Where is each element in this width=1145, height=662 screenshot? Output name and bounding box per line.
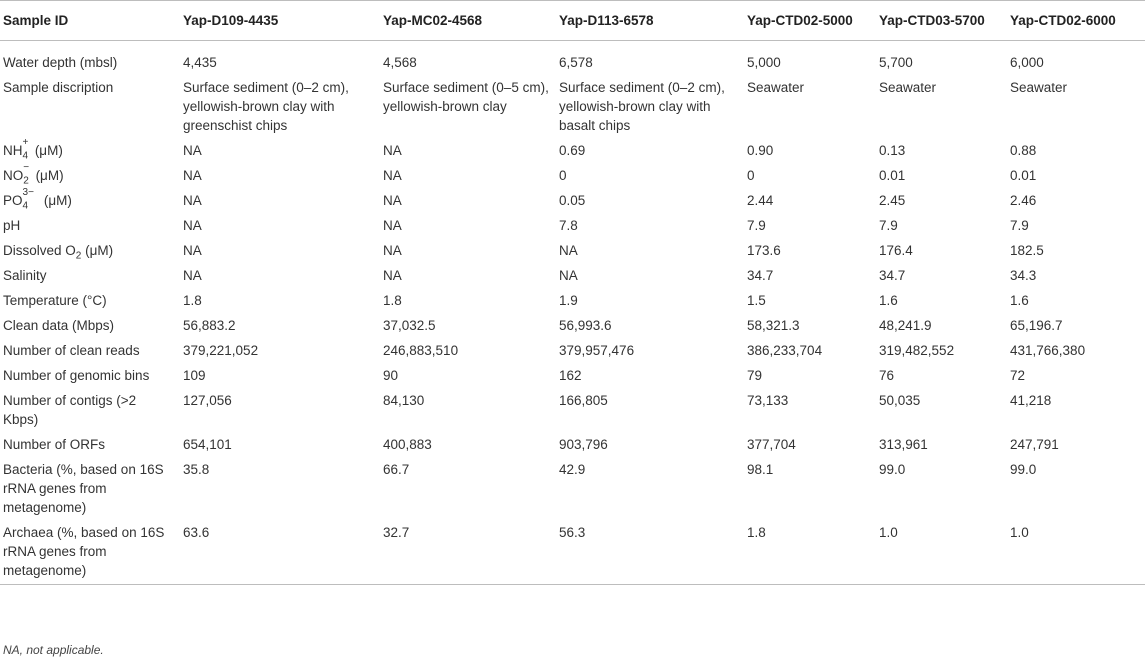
row-label: Water depth (mbsl) <box>3 55 118 70</box>
table-cell: 0.01 <box>879 168 906 183</box>
row-label-ion-script: + $_4$ <box>22 137 29 162</box>
table-cell: 2.46 <box>1010 193 1037 208</box>
row-label: Clean data (Mbps) <box>3 318 115 333</box>
table-cell: 400,883 <box>383 437 432 452</box>
table-cell: 1.8 <box>183 293 202 308</box>
table-cell: NA <box>559 243 578 258</box>
table-cell: NA <box>383 168 402 183</box>
table-row <box>0 363 1145 388</box>
table-cell: 34.3 <box>1010 268 1037 283</box>
row-label: Bacteria (%, based on 16S rRNA genes from metagenome) <box>3 462 164 515</box>
table-cell: 182.5 <box>1010 243 1044 258</box>
row-label: Temperature (°C) <box>3 293 107 308</box>
row-label-ion-script <box>76 241 82 260</box>
table-row <box>0 188 1145 213</box>
table-cell: 0.69 <box>559 143 586 158</box>
table-cell: 72 <box>1010 368 1026 383</box>
table-cell: Seawater <box>879 80 937 95</box>
table-cell: NA <box>183 243 202 258</box>
table-cell: 0 <box>747 168 755 183</box>
table-cell: 1.8 <box>383 293 402 308</box>
row-label-sub: 4 <box>22 150 29 162</box>
row-label-sub: 2 <box>23 175 29 187</box>
table-row <box>0 263 1145 288</box>
table-cell: 1.0 <box>875 520 1006 585</box>
table-cell: 41,218 <box>1010 393 1052 408</box>
table-cell: 7.9 <box>1010 218 1029 233</box>
table-cell: 1.0 <box>1006 520 1145 585</box>
table-cell: 73,133 <box>747 393 789 408</box>
table-header <box>0 1 1145 41</box>
row-label <box>0 238 179 263</box>
table-row <box>0 75 1145 138</box>
row-label: Number of ORFs <box>3 437 106 452</box>
table-cell: 0.01 <box>1010 168 1037 183</box>
table-row <box>0 313 1145 338</box>
table-cell: 0.88 <box>1010 143 1037 158</box>
table-cell: 35.8 <box>183 462 210 477</box>
table-cell: NA <box>183 218 202 233</box>
header-sample-4: Yap-CTD02-5000 <box>743 1 875 41</box>
table-cell: 247,791 <box>1010 437 1059 452</box>
header-sample-5: Yap-CTD03-5700 <box>875 1 1006 41</box>
table-cell: 56,993.6 <box>559 318 612 333</box>
table-row <box>0 238 1145 263</box>
row-label: Salinity <box>3 268 47 283</box>
header-sample-3: Yap-D113-6578 <box>555 1 743 41</box>
table-cell: 58,321.3 <box>747 318 800 333</box>
row-label-sub: 2 <box>75 250 82 262</box>
table-row <box>0 138 1145 163</box>
row-label-unit: (μM) <box>40 193 72 208</box>
row-label <box>0 188 179 213</box>
row-label-base: NH <box>3 143 23 158</box>
table-cell: 5,700 <box>879 55 913 70</box>
table-cell: 65,196.7 <box>1010 318 1063 333</box>
table-cell: 386,233,704 <box>747 343 823 358</box>
table-row <box>0 520 1145 585</box>
table-cell: 37,032.5 <box>383 318 436 333</box>
table-row <box>0 338 1145 363</box>
row-label-unit: (μM) <box>81 243 114 258</box>
table-cell: Seawater <box>1010 80 1068 95</box>
table-cell: 377,704 <box>747 437 796 452</box>
row-label-unit: (μM) <box>31 143 63 158</box>
row-label-ion-script: − $_2$ <box>23 162 30 187</box>
table-footnote: NA, not applicable. <box>3 643 104 657</box>
table-cell: NA <box>183 193 202 208</box>
table-cell: 79 <box>747 368 763 383</box>
table-cell: 63.6 <box>179 520 379 585</box>
table-cell: NA <box>183 143 202 158</box>
table-cell: 173.6 <box>747 243 781 258</box>
table-cell: 48,241.9 <box>879 318 932 333</box>
table-cell: 1.6 <box>879 293 898 308</box>
table-cell: 56.3 <box>555 520 743 585</box>
row-label-base: PO <box>3 193 23 208</box>
table-cell: NA <box>559 268 578 283</box>
table-cell: 98.1 <box>747 462 774 477</box>
header-row <box>0 1 1145 41</box>
table-cell: NA <box>383 268 402 283</box>
table-row <box>0 288 1145 313</box>
row-label <box>0 163 179 188</box>
table-cell: 2.44 <box>747 193 774 208</box>
table-cell: 903,796 <box>559 437 608 452</box>
table-cell: 4,435 <box>183 55 217 70</box>
table-cell: 90 <box>383 368 399 383</box>
header-sample-2: Yap-MC02-4568 <box>379 1 555 41</box>
table-cell: 6,578 <box>559 55 593 70</box>
table-cell: 176.4 <box>879 243 913 258</box>
table-cell: NA <box>383 218 402 233</box>
row-label: Number of genomic bins <box>3 368 150 383</box>
table-cell: 7.9 <box>747 218 766 233</box>
table-cell: 50,035 <box>879 393 921 408</box>
row-label-unit: (μM) <box>31 168 64 183</box>
row-label: Sample discription <box>3 80 114 95</box>
table-cell: 56,883.2 <box>183 318 236 333</box>
table-cell: 34.7 <box>879 268 906 283</box>
table-cell: 99.0 <box>1010 462 1037 477</box>
table-cell: 34.7 <box>747 268 774 283</box>
row-label: pH <box>3 218 21 233</box>
table-cell: 1.6 <box>1010 293 1029 308</box>
table-row <box>0 432 1145 457</box>
table-cell: 431,766,380 <box>1010 343 1086 358</box>
table-cell: 66.7 <box>383 462 410 477</box>
header-sample-1: Yap-D109-4435 <box>179 1 379 41</box>
row-label: Number of contigs (>2 Kbps) <box>3 393 137 427</box>
table-cell: 127,056 <box>183 393 232 408</box>
table-cell: 84,130 <box>383 393 425 408</box>
table-cell: Surface sediment (0–2 cm), yellowish-brown clay with greenschist chips <box>183 80 349 133</box>
table-cell: NA <box>183 168 202 183</box>
row-label: Archaea (%, based on 16S rRNA genes from metagenome) <box>0 520 179 585</box>
table-cell: 1.9 <box>559 293 578 308</box>
table-cell: 379,957,476 <box>559 343 635 358</box>
row-label-sub: 4 <box>22 200 29 212</box>
row-label-base: NO <box>3 168 24 183</box>
table-cell: 99.0 <box>879 462 906 477</box>
table-cell: 319,482,552 <box>879 343 955 358</box>
table-cell: 0.05 <box>559 193 586 208</box>
table-row <box>0 163 1145 188</box>
table-row <box>0 213 1145 238</box>
table-body <box>0 41 1145 585</box>
table-cell: 246,883,510 <box>383 343 459 358</box>
table-cell: 109 <box>183 368 206 383</box>
row-label: Number of clean reads <box>3 343 140 358</box>
table-cell: 7.8 <box>559 218 578 233</box>
table-cell: 7.9 <box>879 218 898 233</box>
table-row <box>0 41 1145 76</box>
table-cell: 0.90 <box>747 143 774 158</box>
table-cell: 313,961 <box>879 437 928 452</box>
table-cell: 2.45 <box>879 193 906 208</box>
table-cell: 32.7 <box>379 520 555 585</box>
table-cell: 162 <box>559 368 582 383</box>
row-label-ion-script: 3− $_4$ <box>22 187 34 212</box>
table-cell: 654,101 <box>183 437 232 452</box>
row-label <box>0 138 179 163</box>
table-cell: NA <box>183 268 202 283</box>
table-cell: Surface sediment (0–2 cm), yellowish-brown clay with basalt chips <box>559 80 725 133</box>
table-row <box>0 457 1145 520</box>
header-sample-6: Yap-CTD02-6000 <box>1006 1 1145 41</box>
table-cell: 6,000 <box>1010 55 1044 70</box>
table-cell: 4,568 <box>383 55 417 70</box>
table-cell: NA <box>383 243 402 258</box>
table-cell: 1.5 <box>747 293 766 308</box>
table-cell: 166,805 <box>559 393 608 408</box>
table-row <box>0 388 1145 432</box>
table-cell: 379,221,052 <box>183 343 259 358</box>
table-cell: Surface sediment (0–5 cm), yellowish-brown clay <box>383 80 549 114</box>
table-cell: 1.8 <box>743 520 875 585</box>
table-cell: 0.13 <box>879 143 906 158</box>
row-label-base: Dissolved O <box>3 243 76 258</box>
table-cell: Seawater <box>747 80 805 95</box>
table-cell: NA <box>383 193 402 208</box>
table-cell: 42.9 <box>559 462 586 477</box>
table-cell: 76 <box>879 368 895 383</box>
table-cell: 0 <box>559 168 567 183</box>
header-sample-id: Sample ID <box>0 1 179 41</box>
table-cell: 5,000 <box>747 55 781 70</box>
table-cell: NA <box>383 143 402 158</box>
